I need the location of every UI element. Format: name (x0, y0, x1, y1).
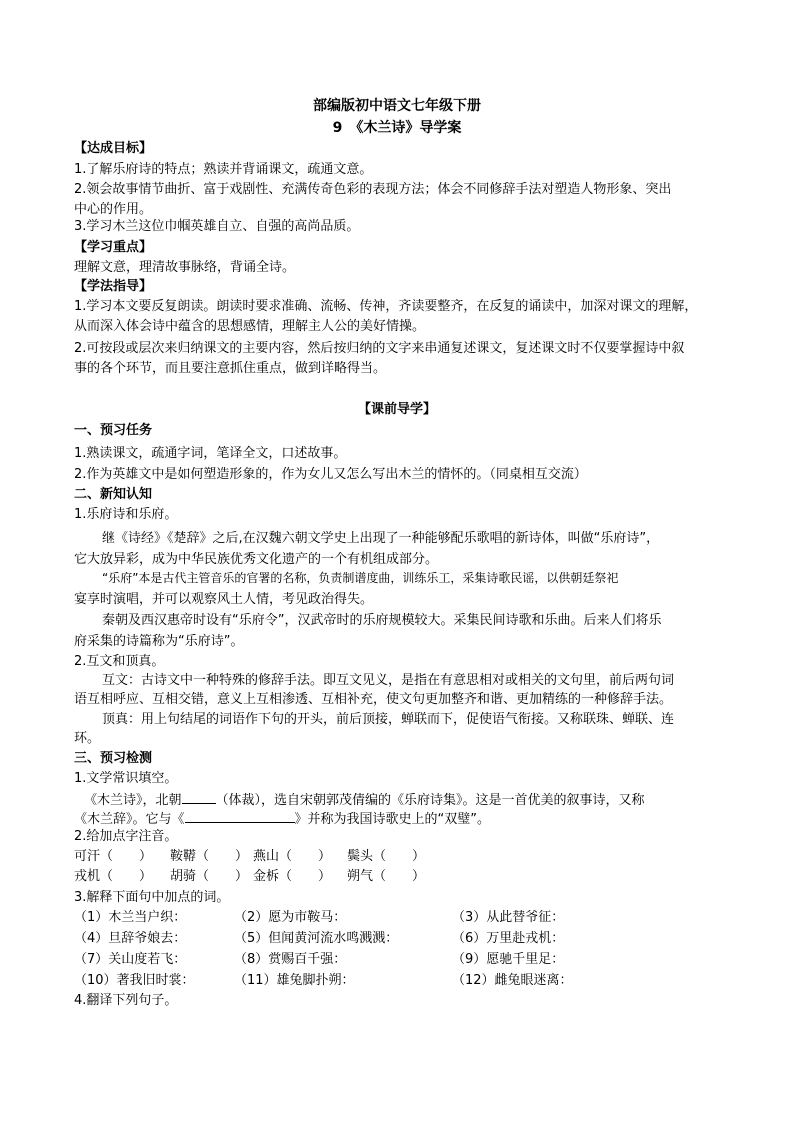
pinyin-item: 朔气（ ） (347, 869, 426, 884)
paragraph-line: 秦朝及西汉惠帝时设有“乐府令”，汉武帝时的乐府规模较大。采集民间诗歌和乐曲。后来人们将乐 (102, 613, 662, 628)
goal-item: 2.领会故事情节曲折、富于戏剧性、充满传奇色彩的表现方法；体会不同修辞手法对塑造人物形象、突出 (74, 182, 672, 197)
pinyin-item: 燕山（ ） (253, 849, 332, 864)
method-line: 事的各个环节，而且要注意抓住重点，做到详略得当。 (74, 361, 387, 376)
goals-heading: 【达成目标】 (74, 141, 153, 156)
pinyin-item: 可汗（ ） (74, 849, 153, 864)
answer-blank[interactable] (185, 810, 295, 823)
question-label: 2.给加点字注音。 (74, 829, 178, 844)
method-line: 2.可按段或层次来归纳课文的主要内容，然后按归纳的文字来串通复述课文，复述课文时不仅要掌握诗中叙 (74, 341, 685, 356)
method-line: 从而深入体会诗中蕴含的思想感情，理解主人公的美好情操。 (74, 319, 426, 334)
paragraph-line: 语互相呼应、互相交错，意义上互相渗透、互相补充，使文句更加整齐和谐、更加精练的一种修辞手法。 (74, 692, 673, 707)
section-heading: 二、新知认知 (74, 487, 153, 502)
goal-item: 3.学习木兰这位巾帼英雄自立、自强的高尚品质。 (74, 219, 360, 234)
answer-blank[interactable] (182, 791, 216, 804)
pinyin-item: 鞍鞯（ ） (170, 849, 249, 864)
method-line: 1.学习本文要反复朗读。朗读时要求准确、流畅、传神，齐读要整齐，在反复的诵读中，加深对课文的理解， (74, 299, 698, 314)
paragraph-line: 继《诗经》《楚辞》之后,在汉魏六朝文学史上出现了一种能够配乐歌唱的新诗体，叫做“乐府诗”， (102, 531, 660, 546)
question-label: 1.文学常识填空。 (74, 771, 178, 786)
pinyin-item: 鬓头（ ） (347, 849, 426, 864)
question-label: 4.翻译下列句子。 (74, 993, 178, 1008)
lesson-title: 9 《木兰诗》导学案 (332, 120, 462, 136)
task-item: 1.熟读课文，疏通字词，笔译全文，口述故事。 (74, 446, 347, 461)
word-item: （10）著我旧时裳： (74, 973, 195, 988)
word-item: （11）雄兔脚扑朔： (234, 973, 355, 988)
section-heading: 一、预习任务 (74, 423, 153, 438)
paragraph-line: 环。 (74, 731, 101, 746)
fill-text: （体裁），选自宋朝郭茂倩编的《乐府诗集》。这是一首优美的叙事诗，又称 (215, 793, 645, 808)
goal-item: 1.了解乐府诗的特点；熟读并背诵课文，疏通文意。 (74, 162, 373, 177)
word-item: （12）雌兔眼迷离： (452, 973, 573, 988)
focus-heading: 【学习重点】 (74, 240, 153, 255)
paragraph-line: 互文：古诗文中一种特殊的修辞手法。即互文见义，是指在有意思相对或相关的文句里，前后两句词 (102, 673, 675, 688)
word-item: （5）但闻黄河流水鸣溅溅： (234, 931, 399, 946)
section-heading: 三、预习检测 (74, 751, 153, 766)
paragraph-line: 它大放异彩，成为中华民族优秀文化遗产的一个有机组成部分。 (74, 552, 439, 567)
word-item: （8）赏赐百千强： (234, 952, 347, 967)
pinyin-item: 戎机（ ） (74, 869, 153, 884)
paragraph-line: 宴享时演唱，并可以观察风土人情，考见政治得失。 (74, 592, 374, 607)
pinyin-item: 胡骑（ ） (170, 869, 249, 884)
focus-text: 理解文意，理清故事脉络，背诵全诗。 (74, 260, 296, 275)
fill-blank-line (74, 810, 490, 826)
fill-text: 《木兰辞》。它与《 (74, 812, 185, 827)
word-item: （9）愿驰千里足： (452, 952, 565, 967)
pinyin-item: 金柝（ ） (253, 869, 332, 884)
goal-item: 中心的作用。 (74, 202, 153, 217)
word-item: （2）愿为市鞍马： (234, 910, 347, 925)
word-item: （4）旦辞爷娘去： (74, 931, 187, 946)
paragraph-line: 顶真：用上句结尾的词语作下句的开头，前后顶接，蝉联而下，促使语气衔接。又称联珠、蝉联、连 (102, 712, 675, 727)
fill-text: 《木兰诗》，北朝 (84, 793, 182, 808)
pre-class-heading: 【课前导学】 (357, 402, 436, 417)
task-item: 2.作为英雄文中是如何塑造形象的，作为女儿又怎么写出木兰的情怀的。（同桌相互交流） (74, 467, 587, 482)
paragraph-line: 府采集的诗篇称为“乐府诗”。 (74, 634, 244, 649)
word-item: （6）万里赴戎机： (452, 931, 565, 946)
subheading: 2.互文和顶真。 (74, 654, 165, 669)
method-heading: 【学法指导】 (74, 279, 153, 294)
word-item: （3）从此替爷征： (452, 910, 565, 925)
subheading: 1.乐府诗和乐府。 (74, 507, 178, 522)
word-item: （1）木兰当户织： (74, 910, 187, 925)
page-title: 部编版初中语文七年级下册 (313, 98, 481, 114)
question-label: 3.解释下面句中加点的词。 (74, 890, 230, 905)
fill-blank-line (84, 791, 645, 807)
fill-text: 》并称为我国诗歌史上的“双璧”。 (294, 812, 490, 827)
paragraph-line: “乐府”本是古代主管音乐的官署的名称，负责制谱度曲，训练乐工，采集诗歌民谣，以供朝廷祭祀 (102, 571, 619, 585)
word-item: （7）关山度若飞： (74, 952, 187, 967)
